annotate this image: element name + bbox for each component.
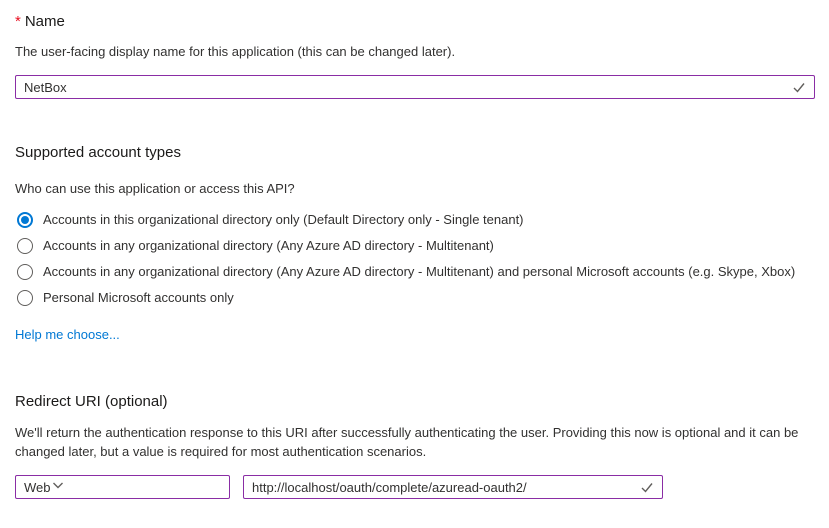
radio-option-label[interactable]: Accounts in any organizational directory (Any Azure AD directory - Multitenant) and personal Microsoft accounts (e.g. Skype, Xbox) — [43, 264, 796, 279]
account-types-question: Who can use this application or access this API? — [15, 181, 295, 196]
radio-option-personal-only[interactable] — [15, 285, 815, 311]
required-marker: * — [15, 13, 21, 30]
radio-button-icon[interactable] — [17, 290, 33, 306]
help-me-choose-link[interactable]: Help me choose... — [15, 327, 120, 342]
radio-option-label[interactable]: Accounts in this organizational directory only (Default Directory only - Single tenant) — [43, 212, 524, 227]
radio-button-icon[interactable] — [17, 238, 33, 254]
radio-option-multitenant-personal[interactable] — [15, 259, 815, 285]
name-input[interactable] — [16, 76, 814, 98]
platform-select-value: Web — [24, 479, 51, 495]
redirect-uri-description: We'll return the authentication response to this URI after successfully authenticating the user. Providing this now is optional and it can be changed later, but a value is required for most authentication scenarios. — [15, 425, 799, 459]
radio-button-icon[interactable] — [17, 212, 33, 228]
app-registration-form — [0, 12, 829, 499]
account-types-radio-group — [15, 207, 815, 311]
radio-option-label[interactable]: Accounts in any organizational directory (Any Azure AD directory - Multitenant) — [43, 238, 494, 253]
radio-option-single-tenant[interactable] — [15, 207, 815, 233]
platform-select[interactable] — [15, 475, 230, 499]
radio-button-icon[interactable] — [17, 264, 33, 280]
name-section-title — [15, 12, 815, 32]
redirect-uri-input[interactable] — [244, 476, 662, 498]
redirect-uri-field — [243, 475, 663, 499]
radio-option-label[interactable]: Personal Microsoft accounts only — [43, 290, 234, 305]
redirect-uri-title: Redirect URI (optional) — [15, 393, 168, 410]
radio-option-multitenant[interactable] — [15, 233, 815, 259]
chevron-down-icon — [51, 478, 65, 497]
account-types-title: Supported account types — [15, 144, 181, 161]
name-description: The user-facing display name for this application (this can be changed later). — [15, 44, 456, 59]
name-field — [15, 75, 815, 99]
redirect-uri-controls — [15, 475, 815, 499]
name-label: Name — [24, 13, 65, 30]
